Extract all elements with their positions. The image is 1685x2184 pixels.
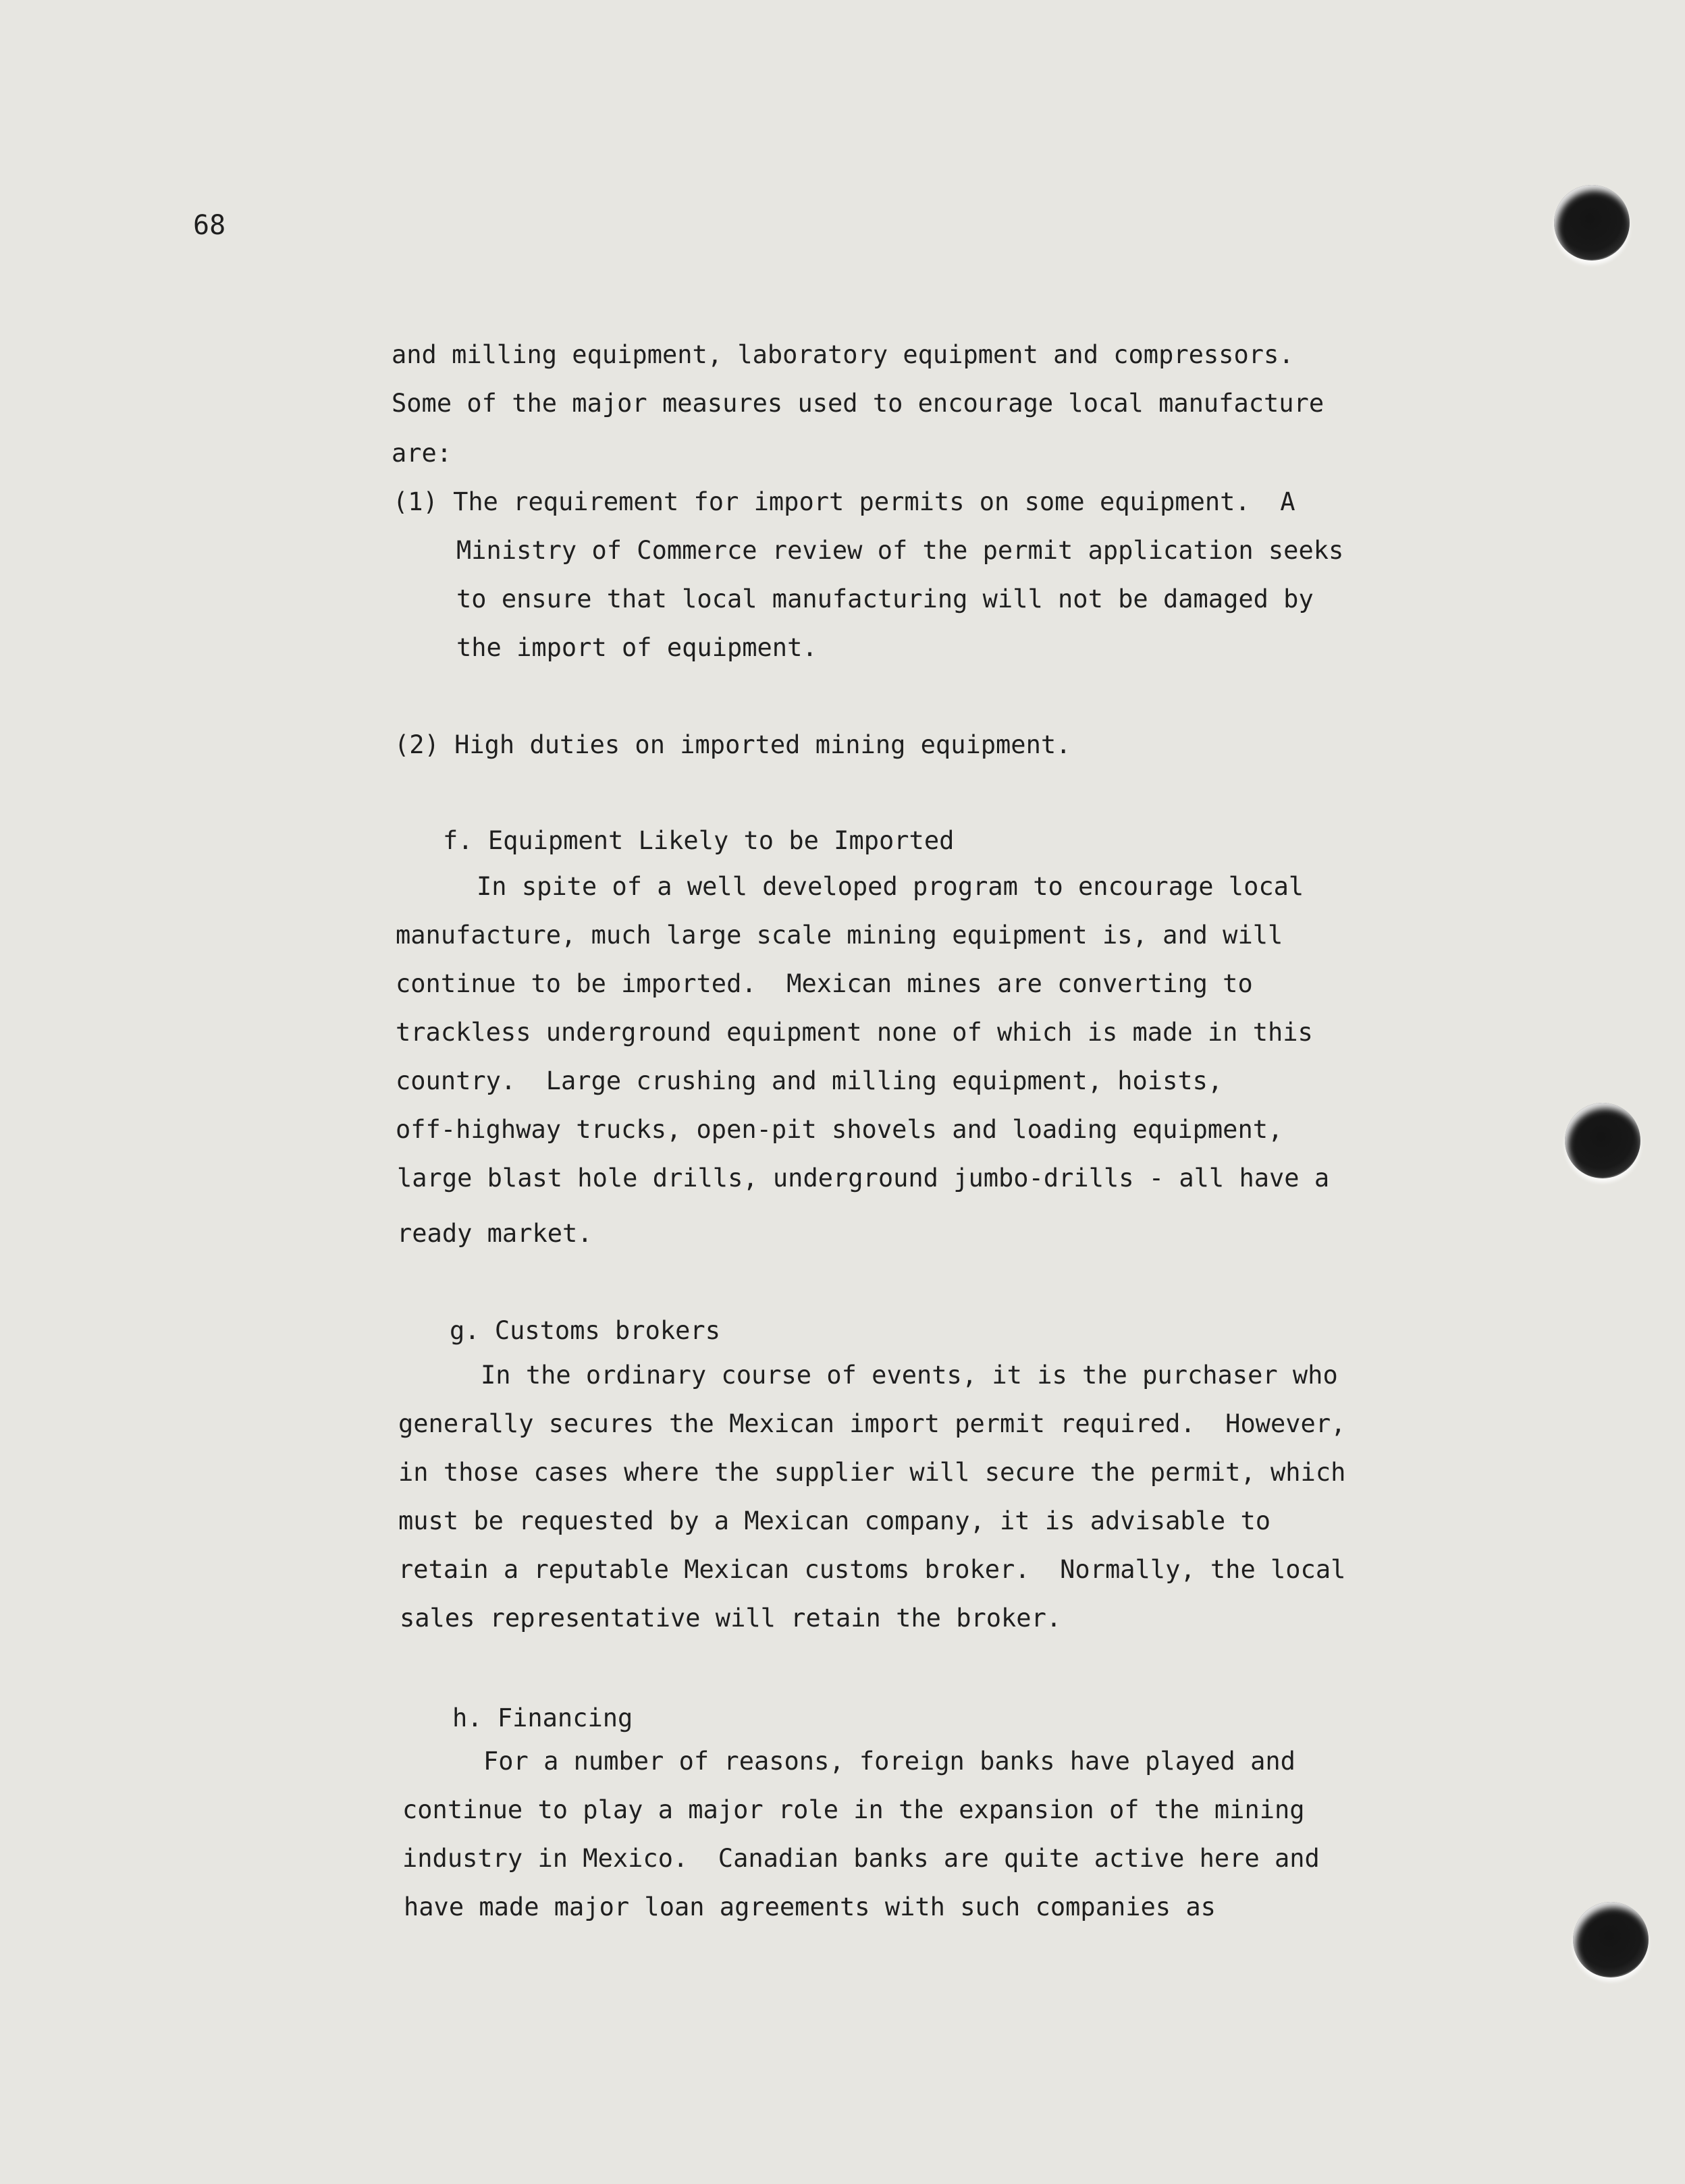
punch-hole-bottom [1573, 1902, 1649, 1977]
section-f-line: continue to be imported. Mexican mines are converting to [396, 969, 1253, 998]
section-g-heading: g. Customs brokers [450, 1316, 720, 1345]
section-g-line: retain a reputable Mexican customs broker. Normally, the local [398, 1555, 1346, 1584]
measure-2-line: (2) High duties on imported mining equipment. [394, 730, 1071, 759]
section-f-line: trackless underground equipment none of which is made in this [396, 1018, 1313, 1047]
section-g-line: must be requested by a Mexican company, it is advisable to [398, 1506, 1271, 1535]
section-f-heading: f. Equipment Likely to be Imported [443, 826, 955, 855]
intro-line: Some of the major measures used to encourage local manufacture [392, 389, 1325, 418]
measure-1-line: Ministry of Commerce review of the permit application seeks [456, 536, 1344, 565]
page-number: 68 [193, 210, 226, 241]
measure-1-line: to ensure that local manufacturing will not be damaged by [456, 584, 1314, 613]
section-g-line: sales representative will retain the broker. [400, 1604, 1062, 1633]
section-g-line: In the ordinary course of events, it is the purchaser who [481, 1361, 1338, 1390]
punch-hole-middle [1565, 1103, 1640, 1178]
section-h-line: For a number of reasons, foreign banks have played and [483, 1747, 1295, 1776]
measure-1-line: the import of equipment. [456, 633, 818, 662]
section-f-line: country. Large crushing and milling equipment, hoists, [396, 1066, 1223, 1095]
section-g-line: in those cases where the supplier will secure the permit, which [398, 1458, 1346, 1487]
intro-line: are: [392, 439, 452, 468]
section-h-line: industry in Mexico. Canadian banks are quite active here and [402, 1844, 1320, 1873]
section-f-line: ready market. [397, 1219, 593, 1248]
section-f-line: large blast hole drills, underground jumbo-drills - all have a [397, 1164, 1330, 1193]
section-h-line: have made major loan agreements with such companies as [404, 1892, 1216, 1921]
section-f-line: manufacture, much large scale mining equipment is, and will [396, 921, 1283, 950]
section-f-line: off-highway trucks, open-pit shovels and loading equipment, [396, 1115, 1283, 1144]
measure-1-line: (1) The requirement for import permits on some equipment. A [393, 487, 1295, 516]
section-h-line: continue to play a major role in the expansion of the mining [402, 1795, 1305, 1824]
punch-hole-top [1554, 185, 1630, 261]
section-g-line: generally secures the Mexican import permit required. However, [398, 1409, 1346, 1438]
intro-line: and milling equipment, laboratory equipment and compressors. [392, 340, 1294, 369]
section-f-line: In spite of a well developed program to encourage local [477, 872, 1304, 901]
section-h-heading: h. Financing [452, 1703, 633, 1732]
